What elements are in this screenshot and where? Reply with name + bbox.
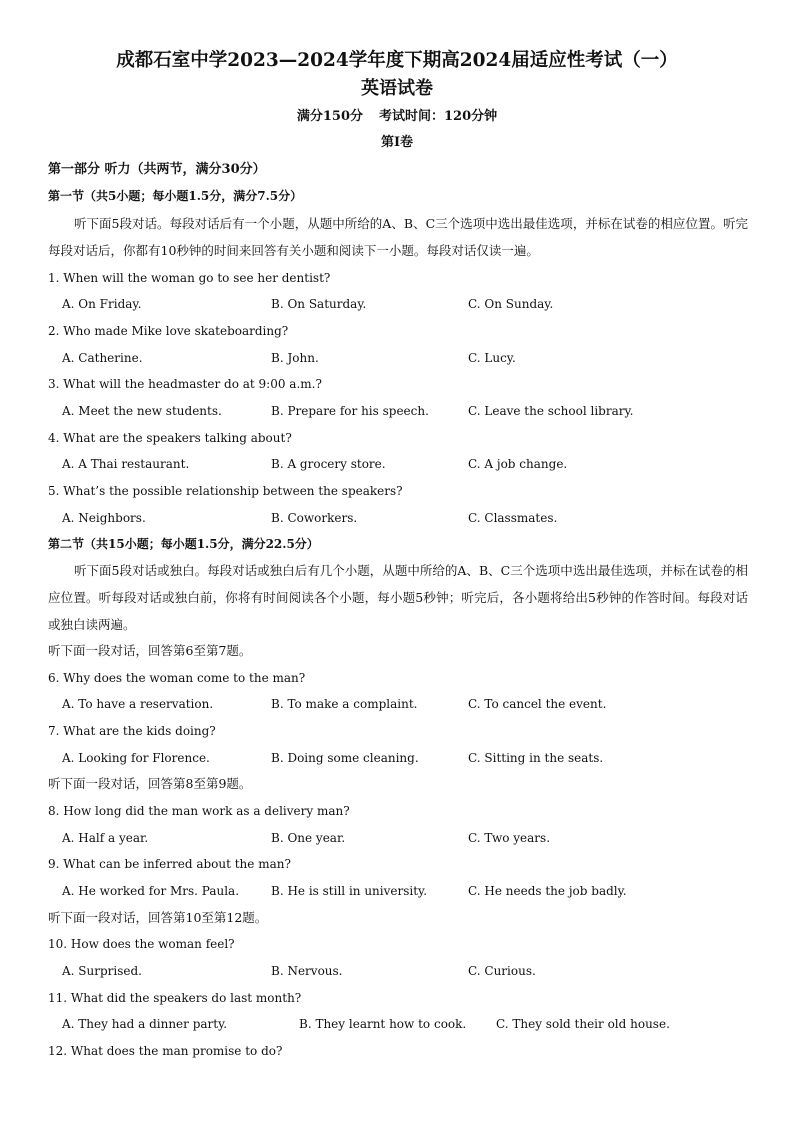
question-4: 4. What are the speakers talking about? <box>48 431 292 445</box>
question-6: 6. Why does the woman come to the man? <box>48 671 306 685</box>
q9-option-b: B. He is still in university. <box>271 884 428 898</box>
q11-option-b: B. They learnt how to cook. <box>299 1017 467 1031</box>
section2-instructions: 听下面5段对话或独白。每段对话或独白后有几个小题，从题中所给的A、B、C三个选项中选出最佳选项，并标在试卷的相应位置。听每段对话或独白前，你将有时间阅读各个小题，每小题5秒钟；听完后，各小题将给出5秒钟的作答时间。每段对话或独白读两遍。 <box>48 563 748 632</box>
q5-option-c: C. Classmates. <box>468 511 558 525</box>
question-7: 7. What are the kids doing? <box>48 724 216 738</box>
q8-option-a: A. Half a year. <box>62 831 149 845</box>
q3-option-c: C. Leave the school library. <box>468 404 634 418</box>
q8-option-b: B. One year. <box>271 831 346 845</box>
section1-title: 第一节（共5小题；每小题1.5分，满分7.5分） <box>48 189 303 203</box>
q9-option-a: A. He worked for Mrs. Paula. <box>62 884 240 898</box>
q1-option-c: C. On Sunday. <box>468 297 554 311</box>
subject-title: 英语试卷 <box>361 78 433 99</box>
q10-option-c: C. Curious. <box>468 964 536 978</box>
exam-time: 考试时间：120分钟 <box>379 109 498 124</box>
q3-option-a: A. Meet the new students. <box>62 404 222 418</box>
q9-option-c: C. He needs the job badly. <box>468 884 627 898</box>
q11-option-c: C. They sold their old house. <box>496 1017 670 1031</box>
q5-option-a: A. Neighbors. <box>62 511 146 525</box>
exam-meta <box>0 107 794 127</box>
exam-title: 成都石室中学2023—2024学年度下期高2024届适应性考试（一） <box>116 50 678 71</box>
volume-label: 第I卷 <box>380 135 414 150</box>
dialogue-intro-6-7: 听下面一段对话，回答第6至第7题。 <box>48 643 252 658</box>
question-1: 1. When will the woman go to see her dentist? <box>48 271 331 285</box>
q8-option-c: C. Two years. <box>468 831 551 845</box>
q1-option-b: B. On Saturday. <box>271 297 367 311</box>
q4-option-a: A. A Thai restaurant. <box>62 457 190 471</box>
question-8: 8. How long did the man work as a delivery man? <box>48 804 350 818</box>
q4-option-b: B. A grocery store. <box>271 457 386 471</box>
question-11: 11. What did the speakers do last month? <box>48 991 302 1005</box>
section2-title: 第二节（共15小题；每小题1.5分，满分22.5分） <box>48 537 319 551</box>
question-3: 3. What will the headmaster do at 9:00 a.m.? <box>48 377 322 391</box>
q6-option-b: B. To make a complaint. <box>271 697 418 711</box>
q11-option-a: A. They had a dinner party. <box>62 1017 228 1031</box>
q6-option-a: A. To have a reservation. <box>62 697 214 711</box>
q10-option-a: A. Surprised. <box>62 964 142 978</box>
q1-option-a: A. On Friday. <box>62 297 142 311</box>
q7-option-c: C. Sitting in the seats. <box>468 751 604 765</box>
q2-option-a: A. Catherine. <box>62 351 143 365</box>
part1-title: 第一部分 听力（共两节，满分30分） <box>48 162 266 177</box>
q3-option-b: B. Prepare for his speech. <box>271 404 429 418</box>
question-12: 12. What does the man promise to do? <box>48 1044 283 1058</box>
q10-option-b: B. Nervous. <box>271 964 343 978</box>
full-score: 满分150分 <box>296 109 363 124</box>
q7-option-b: B. Doing some cleaning. <box>271 751 419 765</box>
q2-option-c: C. Lucy. <box>468 351 516 365</box>
q2-option-b: B. John. <box>271 351 319 365</box>
q6-option-c: C. To cancel the event. <box>468 697 607 711</box>
q7-option-a: A. Looking for Florence. <box>62 751 210 765</box>
dialogue-intro-10-12: 听下面一段对话，回答第10至第12题。 <box>48 910 268 925</box>
q4-option-c: C. A job change. <box>468 457 568 471</box>
question-5: 5. What’s the possible relationship between the speakers? <box>48 484 403 498</box>
q5-option-b: B. Coworkers. <box>271 511 358 525</box>
question-10: 10. How does the woman feel? <box>48 937 235 951</box>
question-2: 2. Who made Mike love skateboarding? <box>48 324 289 338</box>
question-9: 9. What can be inferred about the man? <box>48 857 291 871</box>
dialogue-intro-8-9: 听下面一段对话，回答第8至第9题。 <box>48 776 252 791</box>
section1-instructions: 听下面5段对话。每段对话后有一个小题，从题中所给的A、B、C三个选项中选出最佳选项，并标在试卷的相应位置。听完每段对话后，你都有10秒钟的时间来回答有关小题和阅读下一小题。每段对话仅读一遍。 <box>48 216 748 258</box>
